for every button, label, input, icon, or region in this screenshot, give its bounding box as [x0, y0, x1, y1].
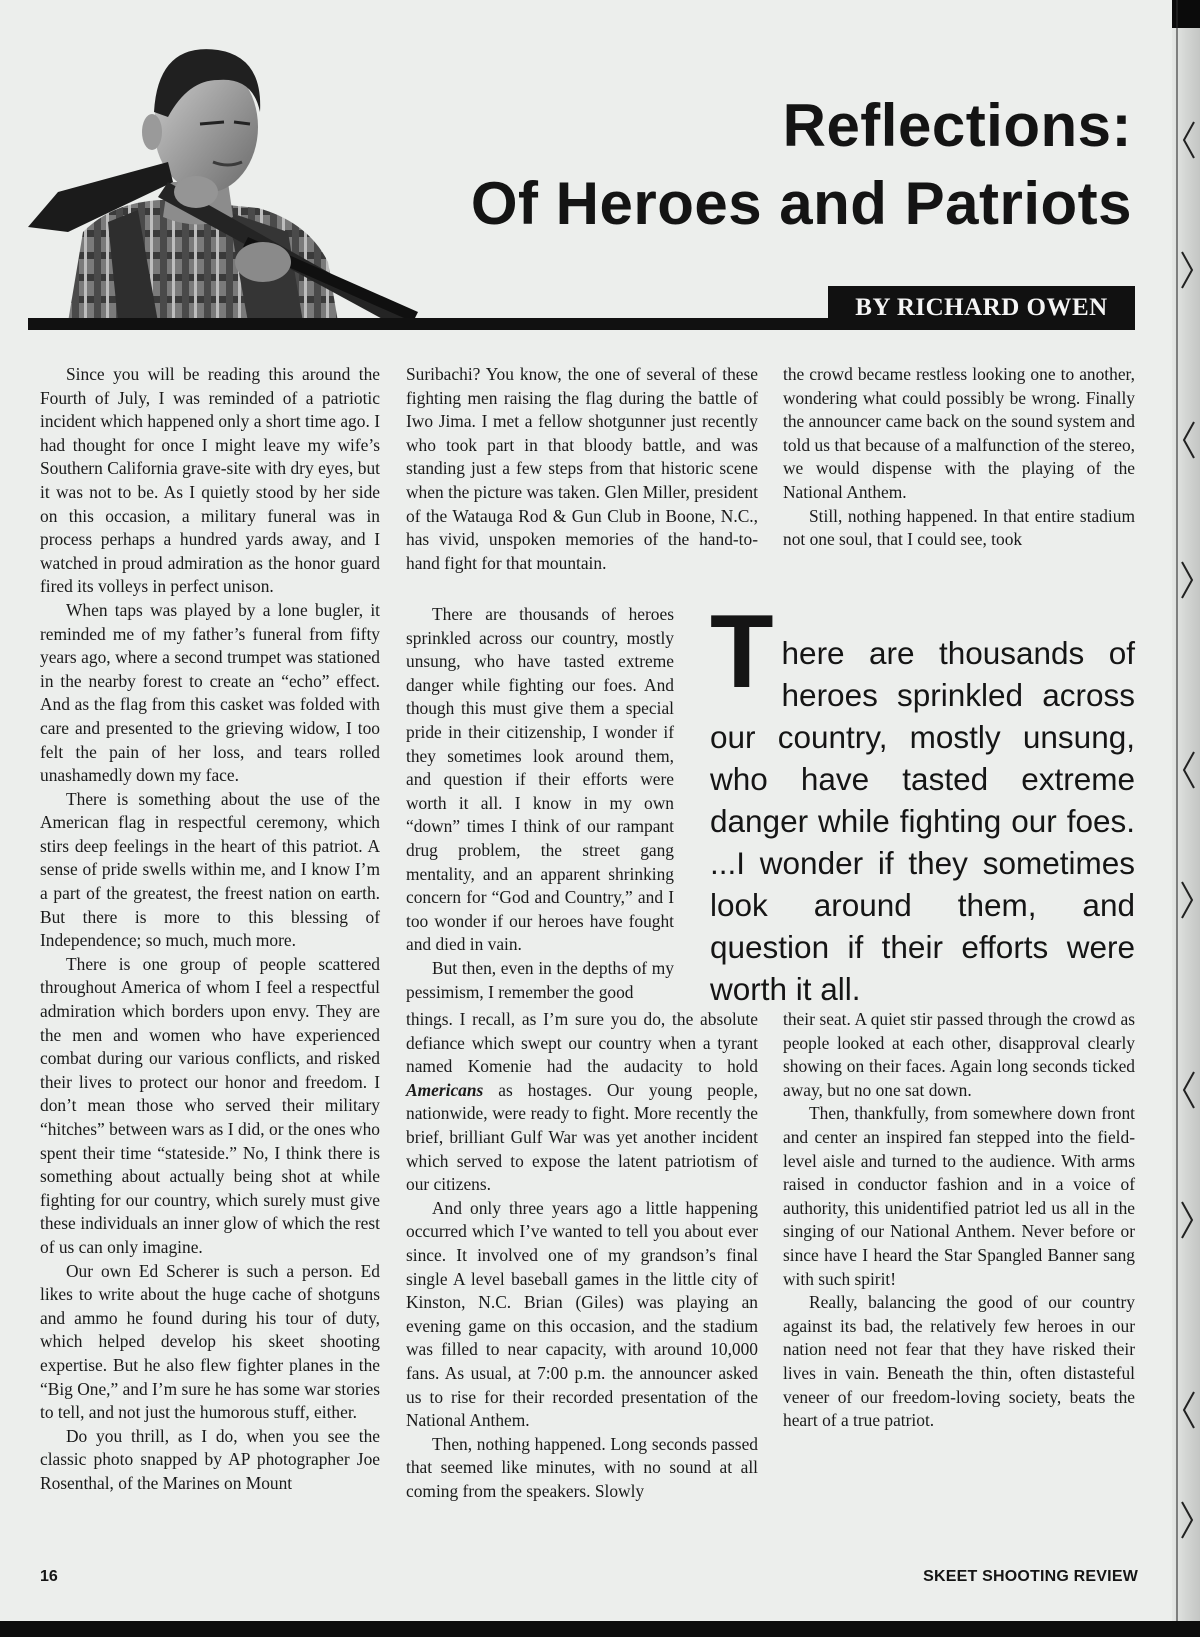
stitch-mark — [1180, 750, 1196, 790]
stitch-mark — [1180, 120, 1196, 160]
article-column-2-bottom — [406, 1008, 758, 1503]
pull-quote-text: here are thousands of heroes sprinkled across our country, mostly unsung, who have tasted extreme danger while fighting our foes. ...I wonder if they sometimes look around them, and question if their efforts were worth it all. — [710, 635, 1135, 1007]
pull-quote-drop-cap: T — [710, 594, 774, 710]
article-column-3-bottom — [783, 1008, 1135, 1433]
author-portrait-photo — [28, 32, 428, 322]
paragraph: Still, nothing happened. In that entire stadium not one soul, that I could see, took — [783, 505, 1135, 550]
paragraph: There are thousands of heroes sprinkled across our country, mostly unsung, who have tasted extreme danger while fighting our foes. And though this must give them a special pride in their citizenship, I wonder if they sometimes look around them, and question if their efforts were worth it all. I know in my own “down” times I think of our rampant drug problem, the street gang mentality, and an apparent shrinking concern for “God and Country,” and I too wonder if our heroes have fought and died in vain. — [406, 604, 674, 955]
emphasis-americans: Americans — [406, 1079, 484, 1100]
paragraph: Really, balancing the good of our country against its bad, the relatively few heroes in our nation need not fear that they have risked their lives in vain. Beneath the thin, often distasteful veneer of our freedom-loving society, beats the heart of a true patriot. — [783, 1292, 1135, 1431]
paragraph-text: things. I recall, as I’m sure you do, the absolute defiance which swept our country when a tyrant named Komenie had the audacity to hold — [406, 1009, 758, 1077]
paragraph: Suribachi? You know, the one of several of these fighting men raising the flag during the battle of Iwo Jima. I met a fellow shotgunner just recently who took part in that bloody battle, and was standing just a few steps from that historic scene when the picture was taken. Glen Miller, president of the Watauga Rod & Gun Club in Boone, N.C., has vivid, unspoken memories of the hand-to-hand fight for that mountain. — [406, 364, 758, 573]
paragraph: their seat. A quiet stir passed through the crowd as people looked at each other, disapproval clearly showing on their faces. Again long seconds ticked away, but no one sat down. — [783, 1009, 1135, 1100]
paragraph: Then, nothing happened. Long seconds passed that seemed like minutes, with no sound at all coming from the speakers. Slowly — [406, 1433, 758, 1501]
page-number: 16 — [40, 1568, 58, 1585]
paragraph: Do you thrill, as I do, when you see the classic photo snapped by AP photographer Joe Rosenthal, of the Marines on Mount — [40, 1425, 380, 1493]
bottom-edge-band — [0, 1621, 1200, 1637]
page-binding-edge — [1172, 0, 1200, 1637]
paragraph-text: as hostages. Our young people, nationwide, were ready to fight. More recently the brief, brilliant Gulf War was yet another incident which served to expose the latent patriotism of our citizens. — [406, 1079, 758, 1195]
paragraph: When taps was played by a lone bugler, it reminded me of my father’s funeral from fifty years ago, where a second trumpet was stationed in the nearby forest to create an “echo” effect. And as the flag from this casket was folded with care and presented to the grieving widow, I too felt the pain of her loss, and tears rolled unashamedly down my face. — [40, 599, 380, 786]
article-column-2-top — [406, 363, 758, 575]
byline: BY RICHARD OWEN — [828, 286, 1135, 328]
paragraph: Then, thankfully, from somewhere down front and center an inspired fan stepped into the field-level aisle and turned to the audience. With arms raised in conductor fashion and in a voice of authority, this unidentified patriot led us all in the singing of our National Anthem. Never before or since have I heard the Star Spangled Banner sang with such spirit! — [783, 1103, 1135, 1289]
stitch-mark — [1180, 560, 1196, 600]
stitch-mark — [1180, 420, 1196, 460]
stitch-mark — [1180, 1500, 1196, 1540]
stitch-mark — [1180, 1200, 1196, 1240]
magazine-name: SKEET SHOOTING REVIEW — [923, 1568, 1138, 1585]
article-column-1 — [40, 363, 380, 1496]
article-column-3-top — [783, 363, 1135, 552]
paragraph: Since you will be reading this around the Fourth of July, I was reminded of a patriotic incident which happened only a short time ago. I had thought for once I might leave my wife’s Southern California grave-site with dry eyes, but it was not to be. As I quietly stood by her side on this occasion, a military funeral was in process perhaps a hundred yards away, and I watched in proud admiration as the honor guard fired its volleys in perfect unison. — [40, 364, 380, 597]
stitch-mark — [1180, 880, 1196, 920]
paragraph: Our own Ed Scherer is such a person. Ed likes to write about the huge cache of shotguns and ammo he found during his tour of duty, which helped develop his skeet shooting expertise. But he also flew fighter planes in the “Big One,” and I’m sure he has some war stories to tell, and not just the humorous stuff, either. — [40, 1260, 380, 1423]
binding-line — [1176, 0, 1178, 1637]
article-column-2-middle — [406, 603, 674, 1004]
stitch-mark — [1180, 1070, 1196, 1110]
paragraph: There is something about the use of the American flag in respectful ceremony, which stirs deep feelings in the heart of this patriot. A sense of pride swells within me, and I know I’m a part of the greatest, the freest nation on earth. But there is more to this blessing of Independence; so much, much more. — [40, 788, 380, 951]
paragraph: There is one group of people scattered throughout America of whom I feel a respectful admiration which borders upon envy. They are the men and women who have experienced combat during our various conflicts, and risked their lives to protect our honor and freedom. I don’t mean those who served their military “hitches” between wars as I did, or the ones who spent their time “stateside.” No, I think there is something about actually being shot at while fighting for our country, which surely must give these individuals an inner glow of which the rest of us can only imagine. — [40, 953, 380, 1257]
paragraph — [406, 1008, 758, 1197]
pull-quote — [710, 594, 1135, 1010]
paragraph: And only three years ago a little happening occurred which I’ve wanted to tell you about ever since. It involved one of my grandson’s final single A level baseball games in the little city of Kinston, N.C. Brian (Giles) was playing an evening game on this occasion, and the stadium was filled to near capacity, with around 10,000 fans. As usual, at 7:00 p.m. the announcer asked us to rise for their recorded presentation of the National Anthem. — [406, 1197, 758, 1431]
paragraph: But then, even in the depths of my pessimism, I remember the good — [406, 957, 674, 1002]
stitch-mark — [1180, 1390, 1196, 1430]
article-title-line-2: Of Heroes and Patriots — [470, 170, 1132, 237]
article-title-line-1: Reflections: — [782, 92, 1132, 159]
paragraph: the crowd became restless looking one to another, wondering what could possibly be wrong. Finally the announcer came back on the sound system and told us that because of a malfunction of the stereo, we would dispense with the playing of the National Anthem. — [783, 364, 1135, 502]
stitch-mark — [1180, 250, 1196, 290]
